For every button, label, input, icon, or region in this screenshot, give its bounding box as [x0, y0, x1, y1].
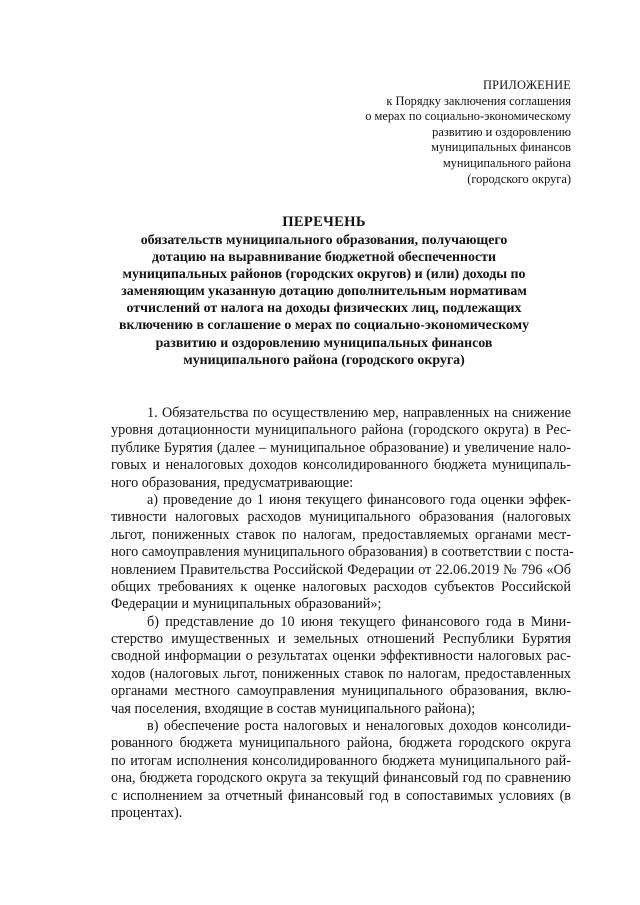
title-line: муниципального района (городского округа): [183, 352, 465, 368]
body-line: стерство имущественных и земельных отношений Республики Бурятия: [111, 631, 571, 648]
body-line: новлением Правительства Российской Федерации от 22.06.2019 № 796 «Об: [111, 561, 571, 578]
body-line: 1. Обязательства по осуществлению мер, направленных на снижение: [147, 405, 571, 421]
body-line: льгот, пониженных ставок по налогам, предоставляемых органами мест-: [111, 526, 571, 543]
title-line: заменяющим указанную дотацию дополнительным нормативам: [121, 284, 527, 300]
body-line: с исполнением за отчетный финансовый год в сопоставимых условиях (в: [111, 787, 571, 804]
body-line: тивности налоговых расходов муниципального образования (налоговых: [111, 509, 571, 526]
body-line: общих требованиях к оценке налоговых расходов субъектов Российской: [111, 578, 571, 595]
appendix-heading: ПРИЛОЖЕНИЕ: [483, 78, 571, 92]
appendix-line: к Порядку заключения соглашения: [386, 93, 571, 108]
title-line: муниципальных районов (городских округов) и (или) доходы по: [122, 267, 526, 283]
title-line: обязательств муниципального образования, получающего: [140, 233, 508, 248]
body-line: а) проведение до 1 июня текущего финансового года оценки эффек-: [147, 491, 571, 508]
body-line: по итогам исполнения консолидированного бюджета муниципального рай-: [111, 752, 571, 769]
appendix-block: [365, 78, 571, 187]
body-line: в) обеспечение роста налоговых и неналоговых доходов консолиди-: [147, 718, 571, 735]
body-line: публике Бурятия (далее – муниципальное образование) и увеличение нало-: [111, 439, 571, 456]
title-line: отчислений от налога на доходы физических лиц, подлежащих: [126, 301, 522, 317]
body-line: процентах).: [111, 804, 183, 821]
body-line: рованного бюджета муниципального района, бюджета городского округа: [111, 735, 571, 752]
title-line: включению в соглашение о мерах по социально-экономическому: [118, 318, 530, 334]
body-line: уровня дотационности муниципального района (городского округа) в Рес-: [111, 422, 571, 439]
appendix-line: (городского округа): [467, 171, 571, 186]
body-line: сводной информации о результатах оценки эффективности налоговых рас-: [111, 648, 571, 665]
body-line: ходов (налоговых льгот, пониженных ставок по налогам, предоставленных: [111, 665, 571, 682]
appendix-line: о мерах по социально-экономическому: [365, 109, 571, 124]
appendix-line: развитию и оздоровлению: [432, 124, 571, 139]
title-line: дотацию на выравнивание бюджетной обеспеченности: [152, 250, 496, 266]
appendix-line: муниципального района: [442, 155, 571, 170]
body-line: ного образования, предусматривающие:: [111, 474, 354, 491]
body-line: она, бюджета городского округа за текущий финансовый год по сравнению: [111, 770, 571, 787]
body-line: говых и неналоговых доходов консолидированного бюджета муниципаль-: [111, 457, 571, 474]
appendix-line: муниципальных финансов: [431, 140, 571, 155]
body-line: ного самоуправления муниципального образования) в соответствии с поста-: [111, 544, 574, 561]
document-title: [96, 213, 552, 369]
body-line: органами местного самоуправления муниципального образования, вклю-: [111, 683, 571, 700]
title-main: ПЕРЕЧЕНЬ: [282, 214, 366, 230]
body-line: Федерации и муниципальных образований»;: [111, 596, 382, 613]
title-line: развитию и оздоровлению муниципальных финансов: [155, 335, 493, 351]
body-line: б) представление до 10 июня текущего финансового года в Мини-: [147, 613, 571, 630]
body-line: чая поселения, входящие в состав муниципального района);: [111, 700, 476, 717]
document-body: [111, 405, 574, 822]
